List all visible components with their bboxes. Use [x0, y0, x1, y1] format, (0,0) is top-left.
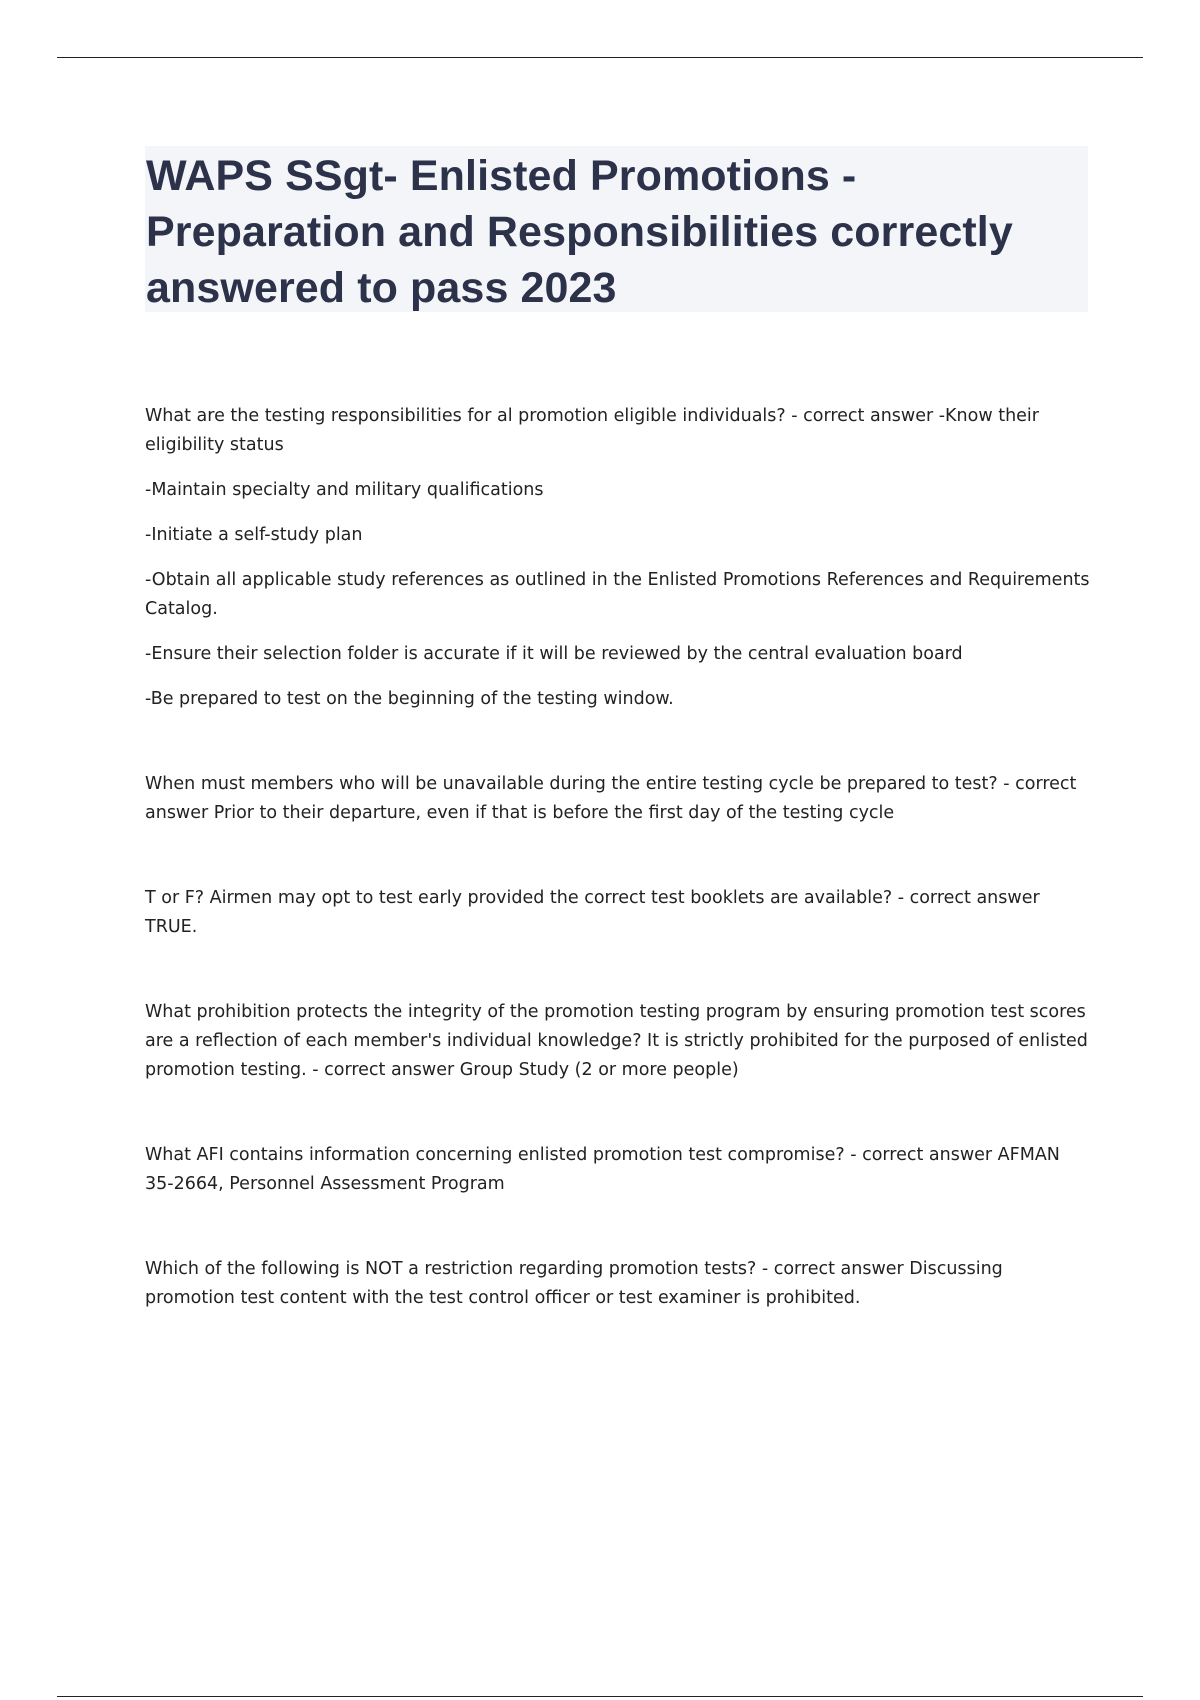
qa-item-6: Which of the following is NOT a restriction regarding promotion tests? - correct answer Discussing promotion test content with the test control officer or test examiner is prohibited. — [145, 1259, 1003, 1308]
bottom-rule — [57, 1696, 1143, 1697]
qa-item-1-bullet-5: -Be prepared to test on the beginning of the testing window. — [145, 689, 674, 709]
qa-item-1-bullet-2: -Initiate a self-study plan — [145, 525, 363, 545]
qa-list — [145, 402, 1090, 1313]
qa-item-1-bullet-4: -Ensure their selection folder is accurate if it will be reviewed by the central evaluation board — [145, 644, 963, 664]
top-rule — [57, 57, 1143, 58]
qa-item-4: What prohibition protects the integrity of the promotion testing program by ensuring promotion test scores are a reflection of each member's individual knowledge? It is strictly prohibited for the purposed of enlisted promotion testing. - correct answer Group Study (2 or more people) — [145, 1002, 1088, 1080]
document-title: WAPS SSgt- Enlisted Promotions - Preparation and Responsibilities correctly answered to pass 2023 — [146, 152, 1013, 312]
qa-item-2: When must members who will be unavailable during the entire testing cycle be prepared to test? - correct answer Prior to their departure, even if that is before the first day of the testing cycle — [145, 774, 1077, 823]
title-block — [145, 146, 1088, 312]
qa-item-1-bullet-3: -Obtain all applicable study references as outlined in the Enlisted Promotions References and Requirements Catalog. — [145, 570, 1090, 619]
qa-item-5: What AFI contains information concerning enlisted promotion test compromise? - correct answer AFMAN 35-2664, Personnel Assessment Program — [145, 1145, 1060, 1194]
qa-item-1: What are the testing responsibilities for al promotion eligible individuals? - correct answer -Know their eligibility status — [145, 406, 1039, 455]
qa-item-1-bullet-1: -Maintain specialty and military qualifications — [145, 480, 544, 500]
qa-item-3: T or F? Airmen may opt to test early provided the correct test booklets are available? - correct answer TRUE. — [145, 888, 1040, 937]
